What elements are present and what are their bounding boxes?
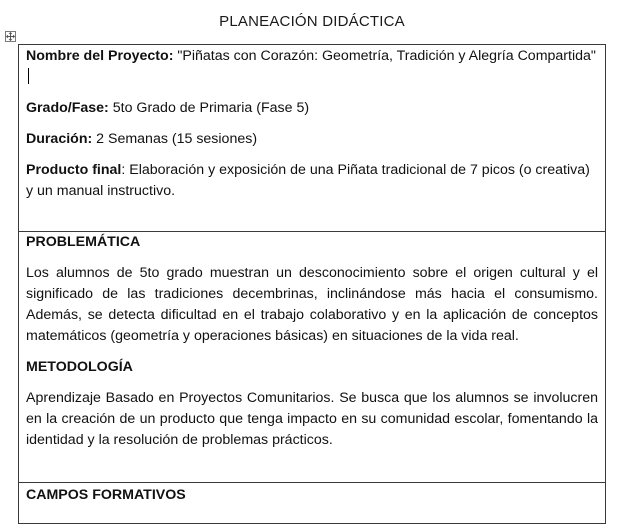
project-info-cell[interactable]: [19, 45, 606, 232]
campos-formativos-cell[interactable]: [19, 483, 606, 524]
text-cursor: [28, 68, 29, 84]
duration-value: 2 Semanas (15 sesiones): [92, 131, 258, 147]
product-label: Producto final: [26, 162, 122, 178]
duration-line: [26, 129, 598, 150]
document-title: PLANEACIÓN DIDÁCTICA: [219, 13, 405, 30]
project-name-line: [26, 45, 598, 88]
campos-heading: CAMPOS FORMATIVOS: [26, 487, 186, 503]
metodologia-body: Aprendizaje Basado en Proyectos Comunitarios. Se busca que los alumnos se involucren en la creación de un producto que tenga impacto en su comunidad escolar, fomentando la identidad y la resolución de problemas prácticos.: [26, 390, 598, 448]
grade-label: Grado/Fase:: [26, 100, 109, 116]
problem-methodology-cell[interactable]: [19, 232, 606, 483]
product-value: : Elaboración y exposición de una Piñata tradicional de 7 picos (o creativa) y un manual instructivo.: [26, 162, 590, 199]
project-name-value: "Piñatas con Corazón: Geometría, Tradición y Alegría Compartida": [173, 48, 596, 64]
problematica-body: Los alumnos de 5to grado muestran un desconocimiento sobre el origen cultural y el significado de las tradiciones decembrinas, inclinándose más hacia el consumismo. Además, se detecta dificultad en el trabajo colaborativo y en la aplicación de conceptos matemáticos (geometría y operaciones básicas) en situaciones de la vida real.: [26, 265, 598, 344]
planning-table: [18, 44, 606, 524]
duration-label: Duración:: [26, 131, 93, 147]
product-line: [26, 160, 598, 202]
table-move-handle-icon[interactable]: [5, 31, 16, 42]
metodologia-heading: METODOLOGÍA: [26, 359, 133, 375]
grade-line: [26, 98, 598, 119]
problematica-heading: PROBLEMÁTICA: [26, 234, 141, 250]
grade-value: 5to Grado de Primaria (Fase 5): [108, 100, 310, 116]
project-name-label: Nombre del Proyecto:: [26, 48, 174, 64]
